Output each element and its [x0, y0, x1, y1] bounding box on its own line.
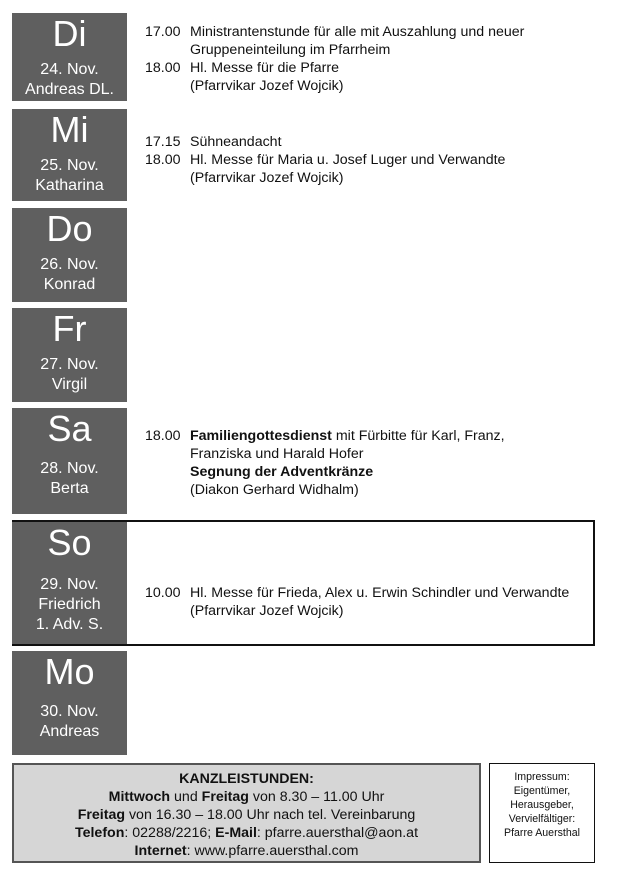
day-abbr: Do: [46, 208, 93, 249]
event-line: Hl. Messe für die Pfarre: [190, 60, 340, 76]
day-abbr: So: [47, 522, 92, 563]
event-time: 10.00: [145, 585, 181, 601]
event-row: [145, 59, 600, 95]
day-date: 25. Nov.: [40, 157, 99, 174]
day-saint: 1. Adv. S.: [35, 616, 104, 633]
day-saint: Virgil: [51, 376, 88, 393]
event-time: 17.15: [145, 134, 181, 150]
impressum-line: Pfarre Auersthal: [504, 827, 580, 839]
event-line: Hl. Messe für Frieda, Alex u. Erwin Schindler und Verwandte: [190, 585, 570, 601]
day-date: 30. Nov.: [40, 703, 99, 720]
event-highlight: Segnung der Adventkränze: [190, 464, 374, 480]
event-time: 18.00: [145, 152, 181, 168]
day-saint: Andreas DL.: [25, 81, 114, 98]
day-block-mi: [12, 109, 127, 201]
event-line: (Diakon Gerhard Widhalm): [190, 482, 359, 498]
event-row: [145, 23, 600, 59]
impressum-box: [489, 763, 595, 863]
event-line: Gruppeneinteilung im Pfarrheim: [190, 42, 391, 58]
event-row: [145, 151, 600, 187]
event-line: mit Fürbitte für Karl, Franz,: [331, 428, 505, 444]
day-block-so: [12, 522, 127, 644]
events-sa: [145, 427, 600, 499]
event-row: [145, 133, 600, 151]
event-line: Sühneandacht: [190, 134, 282, 150]
day-saint: Andreas: [39, 723, 100, 740]
office-hours-line: Mittwoch und Freitag von 8.30 – 11.00 Uhr: [108, 789, 385, 805]
event-title: Familiengottesdienst: [190, 428, 332, 444]
day-abbr: Sa: [47, 408, 92, 449]
event-row: [145, 584, 600, 620]
event-line: (Pfarrvikar Jozef Wojcik): [190, 78, 344, 94]
day-saint: Berta: [50, 480, 89, 497]
day-abbr: Di: [52, 13, 87, 54]
events-mi: [145, 133, 600, 187]
office-hours-box: [12, 763, 481, 863]
event-line: Franziska und Harald Hofer: [190, 446, 364, 462]
event-line: (Pfarrvikar Jozef Wojcik): [190, 603, 344, 619]
event-time: 18.00: [145, 60, 181, 76]
day-saint: Konrad: [43, 276, 96, 293]
day-date: 27. Nov.: [40, 356, 99, 373]
office-hours-title: KANZLEISTUNDEN:: [179, 771, 314, 787]
day-date: 29. Nov.: [40, 576, 99, 593]
day-block-do: [12, 208, 127, 302]
events-di: [145, 23, 600, 95]
contact-line: Telefon: 02288/2216; E-Mail: pfarre.auersthal@aon.at: [74, 825, 419, 841]
impressum-line: Vervielfältiger:: [508, 813, 576, 825]
day-date: 26. Nov.: [40, 256, 99, 273]
day-abbr: Mi: [50, 109, 89, 150]
event-line: (Pfarrvikar Jozef Wojcik): [190, 170, 344, 186]
day-date: 24. Nov.: [40, 61, 99, 78]
day-saint: Friedrich: [38, 596, 101, 613]
impressum-line: Impressum:: [514, 771, 570, 783]
event-time: 17.00: [145, 24, 181, 40]
website-line: Internet: www.pfarre.auersthal.com: [134, 843, 359, 859]
office-hours-line: Freitag von 16.30 – 18.00 Uhr nach tel. Vereinbarung: [77, 807, 416, 823]
event-line: Hl. Messe für Maria u. Josef Luger und Verwandte: [190, 152, 506, 168]
day-block-di: [12, 13, 127, 101]
impressum-line: Herausgeber,: [510, 799, 574, 811]
day-abbr: Mo: [44, 651, 95, 692]
event-time: 18.00: [145, 428, 181, 444]
day-abbr: Fr: [52, 308, 87, 349]
day-block-mo: [12, 651, 127, 755]
day-saint: Katharina: [35, 177, 104, 194]
impressum-line: Eigentümer,: [513, 785, 571, 797]
events-so: [145, 584, 600, 620]
day-block-fr: [12, 308, 127, 402]
event-row: [145, 427, 600, 499]
event-line: Ministrantenstunde für alle mit Auszahlung und neuer: [190, 24, 525, 40]
day-date: 28. Nov.: [40, 460, 99, 477]
day-block-sa: [12, 408, 127, 514]
